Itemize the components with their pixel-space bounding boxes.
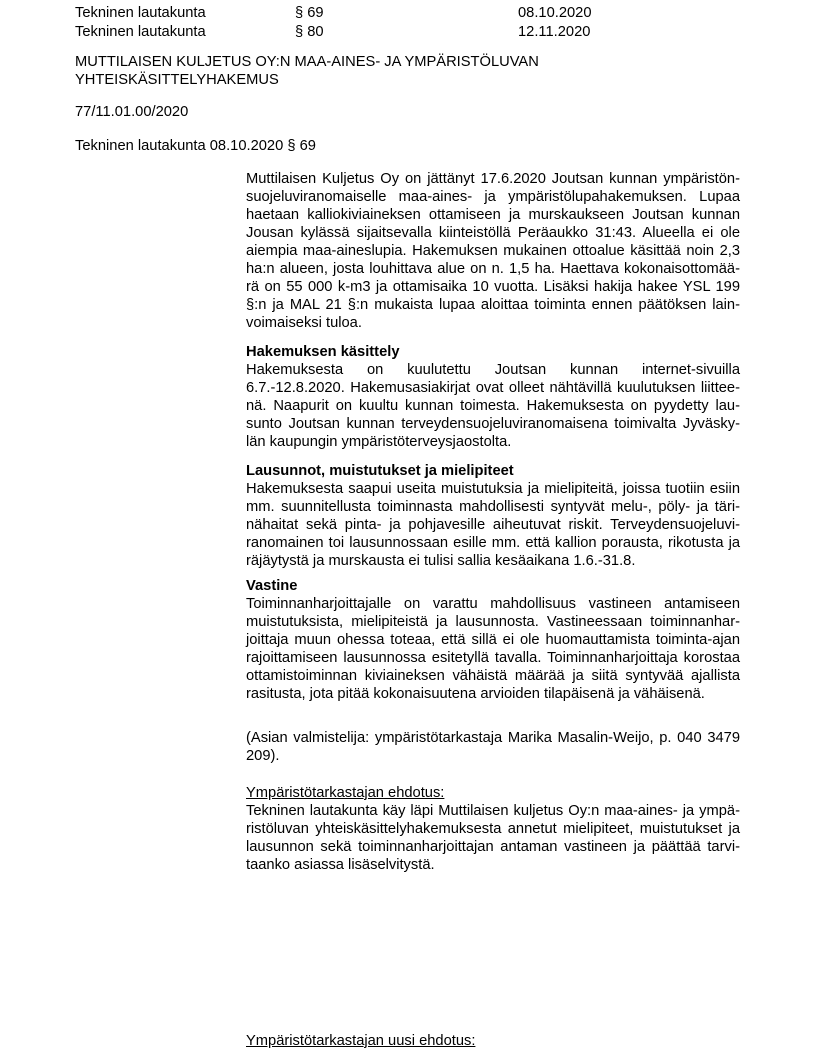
header-row xyxy=(75,23,735,42)
committee-name: Tekninen lautakunta xyxy=(75,24,206,40)
proposal-heading-wrap xyxy=(246,784,740,802)
section-body-vastine: Toiminnanharjoittajalle on varattu mahdollisuus vastineen antamiseen muistutuksista, mielipiteistä ja lausunnosta. Vastineessaan toiminnanhar- joittaja muun ohessa toteaa, että sillä ei ole huomauttamista toiminta-ajan rajoittamiseen lausunnossa esitetyllä tavalla. Toiminnanharjoittaja korostaa ottamistoiminnan kiviaineksen vähäistä määrää ja siitä syntyvää ajallista rasitusta, jota pitää kokonaisuutena arvioiden tilapäisenä ja vähäisenä. xyxy=(246,596,740,702)
meeting-date: 12.11.2020 xyxy=(518,24,591,40)
committee-name: Tekninen lautakunta xyxy=(75,5,206,21)
section-number: § 80 xyxy=(295,24,324,40)
document-title: MUTTILAISEN KULJETUS OY:N MAA-AINES- JA YMPÄRISTÖLUVAN YHTEISKÄSITTELYHAKEMUS xyxy=(75,54,539,88)
intro-paragraph: Muttilaisen Kuljetus Oy on jättänyt 17.6.2020 Joutsan kunnan ympäristön- suojeluviranomaiselle maa-aines- ja ympäristölupahakemuksen. Lupaa haetaan kalliokiviaineksen ottamiseen ja murskaukseen Joutsan kunnan Jousan kylässä sijaitsevalla kiinteistöllä Peräaukko 31:43. Alueella ei ole aiempia maa-aineslupia. Hakemuksen mukainen ottoalue käsittää noin 2,3 ha:n alueen, josta louhittava alue on n. 1,5 ha. Haettava kokonaisottomää- rä on 55 000 k-m3 ja ottamisaika 10 vuotta. Lisäksi hakija hakee YSL 199 §:n ja MAL 21 §:n mukaista lupaa aloittaa toiminta ennen päätöksen lain- voimaiseksi tuloa. xyxy=(246,171,740,331)
case-number: 77/11.01.00/2020 xyxy=(75,104,189,120)
preparer-note: (Asian valmistelija: ympäristötarkastaja Marika Masalin-Weijo, p. 040 3479 209). xyxy=(246,730,740,764)
meeting-date: 08.10.2020 xyxy=(518,5,592,21)
section-number: § 69 xyxy=(295,5,324,21)
new-proposal-heading: Ympäristötarkastajan uusi ehdotus: xyxy=(246,1033,476,1049)
meeting-reference: Tekninen lautakunta 08.10.2020 § 69 xyxy=(75,138,316,154)
section-heading-hakemuksen-kasittely: Hakemuksen käsittely xyxy=(246,344,400,360)
proposal-heading: Ympäristötarkastajan ehdotus: xyxy=(246,785,445,801)
proposal-body: Tekninen lautakunta käy läpi Muttilaisen kuljetus Oy:n maa-aines- ja ympä- ristöluvan yhteiskäsittelyhakemuksesta annetut mielipiteet, muistutukset ja lausunnon sekä toiminnanharjoittajan antaman vastineen ja päättää tarvi- taanko asiassa lisäselvitystä. xyxy=(246,803,740,873)
section-body-lausunnot: Hakemuksesta saapui useita muistutuksia ja mielipiteitä, joissa tuotiin esiin mm. suunnitellusta toiminnasta mahdollisesti syntyvät melu-, pöly- ja täri- nähaitat sekä pinta- ja pohjavesille aiheutuvat riskit. Terveydensuojeluvi- ranomainen toi lausunnossaan esille mm. että kallion porausta, rikotusta ja räjäytystä ja murskausta ei tulisi sallia kesäaikana 1.6.-31.8. xyxy=(246,481,740,569)
section-body-hakemuksen-kasittely: Hakemuksesta on kuulutettu Joutsan kunnan internet-sivuilla 6.7.-12.8.2020. Hakemusasiakirjat ovat olleet nähtävillä kuulutuksen liittee- nä. Naapurit on kuultu kunnan toimesta. Hakemuksesta on pyydetty lau- sunto Joutsan kunnan terveydensuojeluviranomaisena toimivalta Jyväsky- län kaupungin ympäristöterveysjaostolta. xyxy=(246,362,740,450)
new-proposal-heading-wrap xyxy=(246,1032,740,1050)
header-row xyxy=(75,4,735,23)
section-heading-lausunnot: Lausunnot, muistutukset ja mielipiteet xyxy=(246,463,514,479)
section-heading-vastine: Vastine xyxy=(246,578,298,594)
